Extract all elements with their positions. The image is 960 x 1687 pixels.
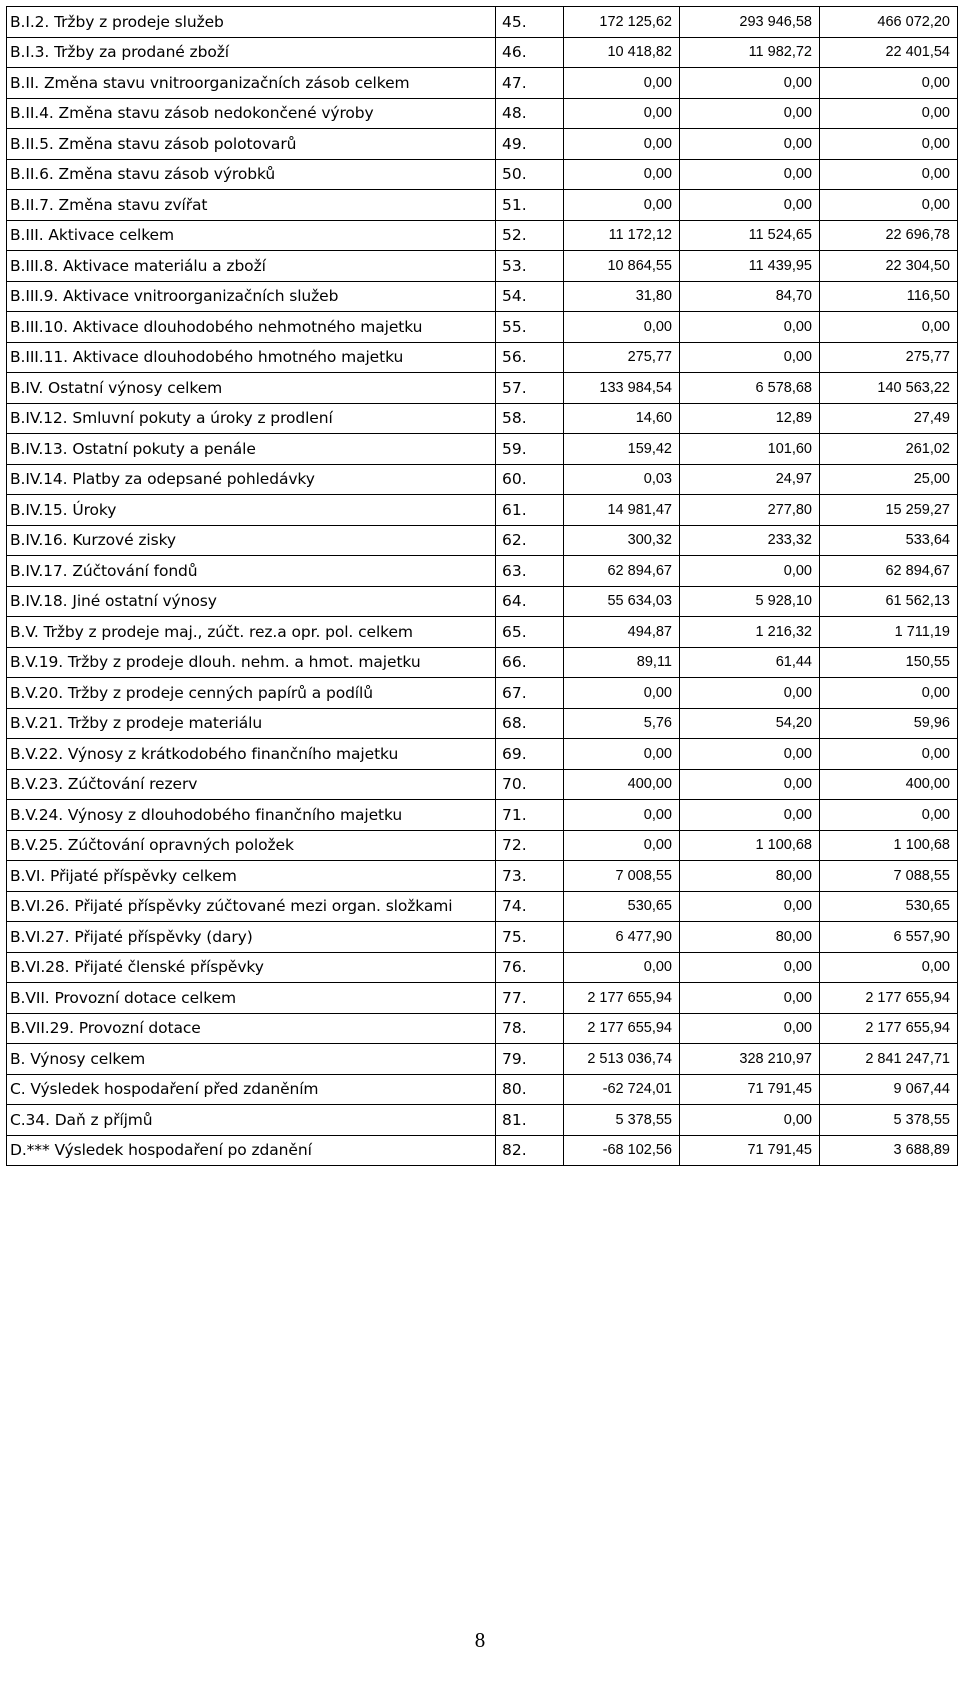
value-cell: 261,02 [820, 434, 958, 465]
row-label: B.VI.26. Přijaté příspěvky zúčtované mezi organ. složkami [7, 891, 496, 922]
value-cell: 1 216,32 [680, 617, 820, 648]
value-cell: 84,70 [680, 281, 820, 312]
table-row [7, 586, 958, 617]
table-row [7, 129, 958, 160]
value-cell: 62 894,67 [564, 556, 680, 587]
row-number: 80. [496, 1074, 564, 1105]
value-cell: 2 841 247,71 [820, 1044, 958, 1075]
table-row [7, 891, 958, 922]
value-cell: 293 946,58 [680, 7, 820, 38]
row-number: 68. [496, 708, 564, 739]
row-label: C. Výsledek hospodaření před zdaněním [7, 1074, 496, 1105]
value-cell: 27,49 [820, 403, 958, 434]
table-row [7, 37, 958, 68]
row-number: 50. [496, 159, 564, 190]
value-cell: 2 513 036,74 [564, 1044, 680, 1075]
table-row [7, 98, 958, 129]
row-label: B.IV.15. Úroky [7, 495, 496, 526]
table-row [7, 342, 958, 373]
income-statement-table [6, 6, 958, 1166]
value-cell: 0,00 [820, 312, 958, 343]
row-label: B.I.3. Tržby za prodané zboží [7, 37, 496, 68]
row-number: 81. [496, 1105, 564, 1136]
value-cell: 2 177 655,94 [820, 1013, 958, 1044]
table-body [7, 7, 958, 1166]
value-cell: 140 563,22 [820, 373, 958, 404]
value-cell: 275,77 [820, 342, 958, 373]
value-cell: 0,00 [820, 68, 958, 99]
table-row [7, 220, 958, 251]
table-row [7, 1013, 958, 1044]
value-cell: 5,76 [564, 708, 680, 739]
row-number: 64. [496, 586, 564, 617]
value-cell: 0,00 [680, 1105, 820, 1136]
value-cell: 5 378,55 [820, 1105, 958, 1136]
value-cell: 11 439,95 [680, 251, 820, 282]
table-row [7, 1074, 958, 1105]
row-label: C.34. Daň z příjmů [7, 1105, 496, 1136]
row-number: 49. [496, 129, 564, 160]
value-cell: 101,60 [680, 434, 820, 465]
value-cell: 133 984,54 [564, 373, 680, 404]
page-number: 8 [474, 1628, 486, 1652]
value-cell: 0,00 [564, 830, 680, 861]
table-row [7, 617, 958, 648]
table-row [7, 525, 958, 556]
row-label: B.V.25. Zúčtování opravných položek [7, 830, 496, 861]
table-row [7, 251, 958, 282]
value-cell: 0,00 [564, 98, 680, 129]
value-cell: 0,00 [564, 678, 680, 709]
value-cell: 0,00 [820, 800, 958, 831]
row-label: B.IV.17. Zúčtování fondů [7, 556, 496, 587]
value-cell: 300,32 [564, 525, 680, 556]
value-cell: -62 724,01 [564, 1074, 680, 1105]
row-number: 78. [496, 1013, 564, 1044]
value-cell: 530,65 [564, 891, 680, 922]
row-label: B.II. Změna stavu vnitroorganizačních zásob celkem [7, 68, 496, 99]
value-cell: 533,64 [820, 525, 958, 556]
value-cell: 25,00 [820, 464, 958, 495]
row-number: 74. [496, 891, 564, 922]
value-cell: 0,00 [680, 678, 820, 709]
row-label: B.V.21. Tržby z prodeje materiálu [7, 708, 496, 739]
row-label: B. Výnosy celkem [7, 1044, 496, 1075]
value-cell: 172 125,62 [564, 7, 680, 38]
value-cell: 22 696,78 [820, 220, 958, 251]
row-number: 57. [496, 373, 564, 404]
value-cell: 89,11 [564, 647, 680, 678]
row-label: B.VII. Provozní dotace celkem [7, 983, 496, 1014]
row-label: B.V.22. Výnosy z krátkodobého finančního majetku [7, 739, 496, 770]
table-row [7, 403, 958, 434]
value-cell: 0,00 [680, 1013, 820, 1044]
value-cell: 275,77 [564, 342, 680, 373]
table-row [7, 861, 958, 892]
value-cell: 2 177 655,94 [564, 1013, 680, 1044]
value-cell: 0,00 [680, 68, 820, 99]
value-cell: 14,60 [564, 403, 680, 434]
table-row [7, 190, 958, 221]
row-number: 72. [496, 830, 564, 861]
table-row [7, 800, 958, 831]
value-cell: 0,00 [564, 190, 680, 221]
value-cell: 59,96 [820, 708, 958, 739]
table-row [7, 952, 958, 983]
value-cell: 494,87 [564, 617, 680, 648]
row-number: 75. [496, 922, 564, 953]
value-cell: 0,00 [680, 190, 820, 221]
value-cell: 0,03 [564, 464, 680, 495]
row-label: B.I.2. Tržby z prodeje služeb [7, 7, 496, 38]
value-cell: 7 088,55 [820, 861, 958, 892]
value-cell: 54,20 [680, 708, 820, 739]
value-cell: 2 177 655,94 [820, 983, 958, 1014]
value-cell: 1 711,19 [820, 617, 958, 648]
row-label: B.II.6. Změna stavu zásob výrobků [7, 159, 496, 190]
row-number: 63. [496, 556, 564, 587]
table-row [7, 922, 958, 953]
value-cell: 0,00 [680, 952, 820, 983]
row-number: 60. [496, 464, 564, 495]
row-number: 54. [496, 281, 564, 312]
value-cell: 71 791,45 [680, 1135, 820, 1166]
value-cell: 277,80 [680, 495, 820, 526]
value-cell: 0,00 [680, 159, 820, 190]
table-row [7, 678, 958, 709]
table-row [7, 1105, 958, 1136]
row-label: B.III.9. Aktivace vnitroorganizačních služeb [7, 281, 496, 312]
row-label: B.IV. Ostatní výnosy celkem [7, 373, 496, 404]
value-cell: 71 791,45 [680, 1074, 820, 1105]
table-row [7, 68, 958, 99]
row-number: 53. [496, 251, 564, 282]
value-cell: 530,65 [820, 891, 958, 922]
value-cell: 31,80 [564, 281, 680, 312]
row-label: B.II.5. Změna stavu zásob polotovarů [7, 129, 496, 160]
value-cell: 14 981,47 [564, 495, 680, 526]
row-number: 48. [496, 98, 564, 129]
value-cell: 11 172,12 [564, 220, 680, 251]
value-cell: 0,00 [564, 800, 680, 831]
table-row [7, 464, 958, 495]
row-label: D.*** Výsledek hospodaření po zdanění [7, 1135, 496, 1166]
value-cell: 10 418,82 [564, 37, 680, 68]
row-number: 67. [496, 678, 564, 709]
value-cell: 7 008,55 [564, 861, 680, 892]
value-cell: 62 894,67 [820, 556, 958, 587]
row-number: 65. [496, 617, 564, 648]
value-cell: 5 378,55 [564, 1105, 680, 1136]
value-cell: 0,00 [820, 190, 958, 221]
table-row [7, 312, 958, 343]
table-row [7, 708, 958, 739]
value-cell: 0,00 [820, 159, 958, 190]
table-row [7, 495, 958, 526]
value-cell: 9 067,44 [820, 1074, 958, 1105]
table-row [7, 373, 958, 404]
value-cell: 400,00 [820, 769, 958, 800]
value-cell: 61,44 [680, 647, 820, 678]
row-label: B.V.24. Výnosy z dlouhodobého finančního majetku [7, 800, 496, 831]
row-label: B.III. Aktivace celkem [7, 220, 496, 251]
table-row [7, 769, 958, 800]
value-cell: 0,00 [564, 68, 680, 99]
row-number: 73. [496, 861, 564, 892]
row-number: 77. [496, 983, 564, 1014]
table-row [7, 1135, 958, 1166]
value-cell: 0,00 [564, 159, 680, 190]
value-cell: 0,00 [680, 556, 820, 587]
value-cell: 11 524,65 [680, 220, 820, 251]
value-cell: 6 578,68 [680, 373, 820, 404]
row-number: 61. [496, 495, 564, 526]
row-label: B.V.23. Zúčtování rezerv [7, 769, 496, 800]
value-cell: 22 401,54 [820, 37, 958, 68]
value-cell: 0,00 [680, 342, 820, 373]
value-cell: 0,00 [564, 312, 680, 343]
table-row [7, 281, 958, 312]
row-label: B.IV.14. Platby za odepsané pohledávky [7, 464, 496, 495]
row-number: 58. [496, 403, 564, 434]
row-number: 55. [496, 312, 564, 343]
value-cell: 0,00 [564, 129, 680, 160]
value-cell: 0,00 [680, 312, 820, 343]
value-cell: 0,00 [564, 952, 680, 983]
row-label: B.V.20. Tržby z prodeje cenných papírů a podílů [7, 678, 496, 709]
row-number: 71. [496, 800, 564, 831]
row-number: 56. [496, 342, 564, 373]
value-cell: 6 557,90 [820, 922, 958, 953]
table-row [7, 739, 958, 770]
value-cell: 10 864,55 [564, 251, 680, 282]
value-cell: 0,00 [680, 891, 820, 922]
row-label: B.IV.13. Ostatní pokuty a penále [7, 434, 496, 465]
row-number: 52. [496, 220, 564, 251]
value-cell: 24,97 [680, 464, 820, 495]
value-cell: 11 982,72 [680, 37, 820, 68]
row-label: B.VII.29. Provozní dotace [7, 1013, 496, 1044]
table-row [7, 159, 958, 190]
value-cell: 0,00 [820, 952, 958, 983]
row-label: B.III.11. Aktivace dlouhodobého hmotného majetku [7, 342, 496, 373]
value-cell: 3 688,89 [820, 1135, 958, 1166]
table-row [7, 1044, 958, 1075]
value-cell: 400,00 [564, 769, 680, 800]
row-label: B.III.10. Aktivace dlouhodobého nehmotného majetku [7, 312, 496, 343]
value-cell: 0,00 [680, 800, 820, 831]
value-cell: 12,89 [680, 403, 820, 434]
row-label: B.V. Tržby z prodeje maj., zúčt. rez.a opr. pol. celkem [7, 617, 496, 648]
value-cell: 22 304,50 [820, 251, 958, 282]
row-number: 66. [496, 647, 564, 678]
value-cell: 55 634,03 [564, 586, 680, 617]
table-row [7, 830, 958, 861]
row-label: B.II.4. Změna stavu zásob nedokončené výroby [7, 98, 496, 129]
value-cell: 5 928,10 [680, 586, 820, 617]
value-cell: 0,00 [564, 739, 680, 770]
row-number: 51. [496, 190, 564, 221]
value-cell: 0,00 [680, 98, 820, 129]
value-cell: 0,00 [680, 129, 820, 160]
value-cell: 15 259,27 [820, 495, 958, 526]
row-number: 76. [496, 952, 564, 983]
value-cell: 0,00 [680, 983, 820, 1014]
value-cell: 1 100,68 [680, 830, 820, 861]
row-number: 70. [496, 769, 564, 800]
value-cell: 0,00 [820, 739, 958, 770]
row-label: B.IV.18. Jiné ostatní výnosy [7, 586, 496, 617]
table-row [7, 647, 958, 678]
value-cell: 6 477,90 [564, 922, 680, 953]
table-row [7, 434, 958, 465]
value-cell: 80,00 [680, 922, 820, 953]
row-label: B.III.8. Aktivace materiálu a zboží [7, 251, 496, 282]
value-cell: 1 100,68 [820, 830, 958, 861]
table-row [7, 7, 958, 38]
row-number: 79. [496, 1044, 564, 1075]
value-cell: 116,50 [820, 281, 958, 312]
row-number: 69. [496, 739, 564, 770]
row-label: B.VI. Přijaté příspěvky celkem [7, 861, 496, 892]
value-cell: 80,00 [680, 861, 820, 892]
table-row [7, 556, 958, 587]
row-number: 62. [496, 525, 564, 556]
row-label: B.IV.16. Kurzové zisky [7, 525, 496, 556]
row-label: B.V.19. Tržby z prodeje dlouh. nehm. a hmot. majetku [7, 647, 496, 678]
value-cell: 61 562,13 [820, 586, 958, 617]
value-cell: 0,00 [820, 129, 958, 160]
row-label: B.IV.12. Smluvní pokuty a úroky z prodlení [7, 403, 496, 434]
value-cell: 0,00 [680, 769, 820, 800]
value-cell: 328 210,97 [680, 1044, 820, 1075]
value-cell: 150,55 [820, 647, 958, 678]
row-label: B.VI.27. Přijaté příspěvky (dary) [7, 922, 496, 953]
table-row [7, 983, 958, 1014]
value-cell: 2 177 655,94 [564, 983, 680, 1014]
row-number: 82. [496, 1135, 564, 1166]
row-label: B.II.7. Změna stavu zvířat [7, 190, 496, 221]
value-cell: 233,32 [680, 525, 820, 556]
row-number: 47. [496, 68, 564, 99]
row-number: 45. [496, 7, 564, 38]
value-cell: 0,00 [820, 678, 958, 709]
value-cell: 159,42 [564, 434, 680, 465]
value-cell: 0,00 [680, 739, 820, 770]
value-cell: 466 072,20 [820, 7, 958, 38]
row-label: B.VI.28. Přijaté členské příspěvky [7, 952, 496, 983]
row-number: 46. [496, 37, 564, 68]
value-cell: -68 102,56 [564, 1135, 680, 1166]
row-number: 59. [496, 434, 564, 465]
value-cell: 0,00 [820, 98, 958, 129]
